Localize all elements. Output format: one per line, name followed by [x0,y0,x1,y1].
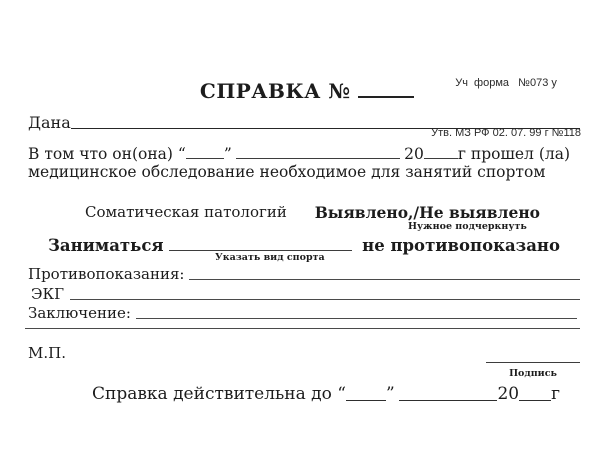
valid-part2: ” [385,384,395,405]
form-code-line2: Утв. МЗ РФ 02. 07. 99 г №118 [431,126,581,139]
engage-label: Заниматься [48,235,170,255]
valid-part4: г [551,384,560,405]
blank-conclusion-2 [25,328,580,329]
contraindications-label: Противопоказания: [28,265,190,284]
blank-valid-day [346,400,386,401]
blank-valid-month [399,400,498,401]
somatic-pathology-label: Соматическая патологий [85,203,287,222]
certificate-title: СПРАВКА № [199,79,359,103]
signature-label: Подпись [509,368,557,379]
blank-sport-kind [169,250,352,251]
ecg-line [31,282,580,303]
blank-month [236,158,400,159]
sport-permission-line [48,232,560,254]
valid-until-line [92,381,560,404]
statement-part3: 20 [404,144,424,163]
somatic-pathology-line [85,201,540,221]
somatic-result-options: Выявлено,/Не выявлено [314,202,540,222]
statement-line2-text: медицинское обследование необходимое для занятий спортом [28,163,546,181]
issued-to-label: Дана [28,113,71,133]
statement-part2: ” [223,144,232,163]
statement-part1: В том что он(она) “ [28,144,186,163]
blank-signature [486,362,580,363]
form-code-line1: Уч форма №073 у [455,77,557,89]
ecg-label: ЭКГ [31,285,65,304]
signature-line [486,352,580,366]
certificate-title-line [0,76,614,102]
blank-certificate-number [358,96,414,98]
conclusion-label: Заключение: [28,304,136,323]
statement-line-1 [28,140,570,162]
conclusion-extra-line [25,317,580,332]
statement-part4: г прошел (ла) [457,144,570,163]
engage-suffix: не противопоказано [362,235,560,255]
valid-part3: 20 [497,384,520,405]
blank-ecg [70,299,580,300]
underline-applicable-hint: Нужное подчеркнуть [408,221,527,232]
contraindications-line [28,262,580,283]
blank-day [186,158,224,159]
valid-part1: Справка действительна до “ [92,384,346,405]
blank-contraindications [189,279,580,280]
blank-issued-to [71,128,580,129]
issued-to-line [28,110,580,132]
stamp-place-label: М.П. [28,344,66,362]
statement-line-2 [28,164,545,180]
blank-year [424,158,458,159]
blank-valid-year [519,400,551,401]
specify-sport-hint: Указать вид спорта [215,252,325,263]
